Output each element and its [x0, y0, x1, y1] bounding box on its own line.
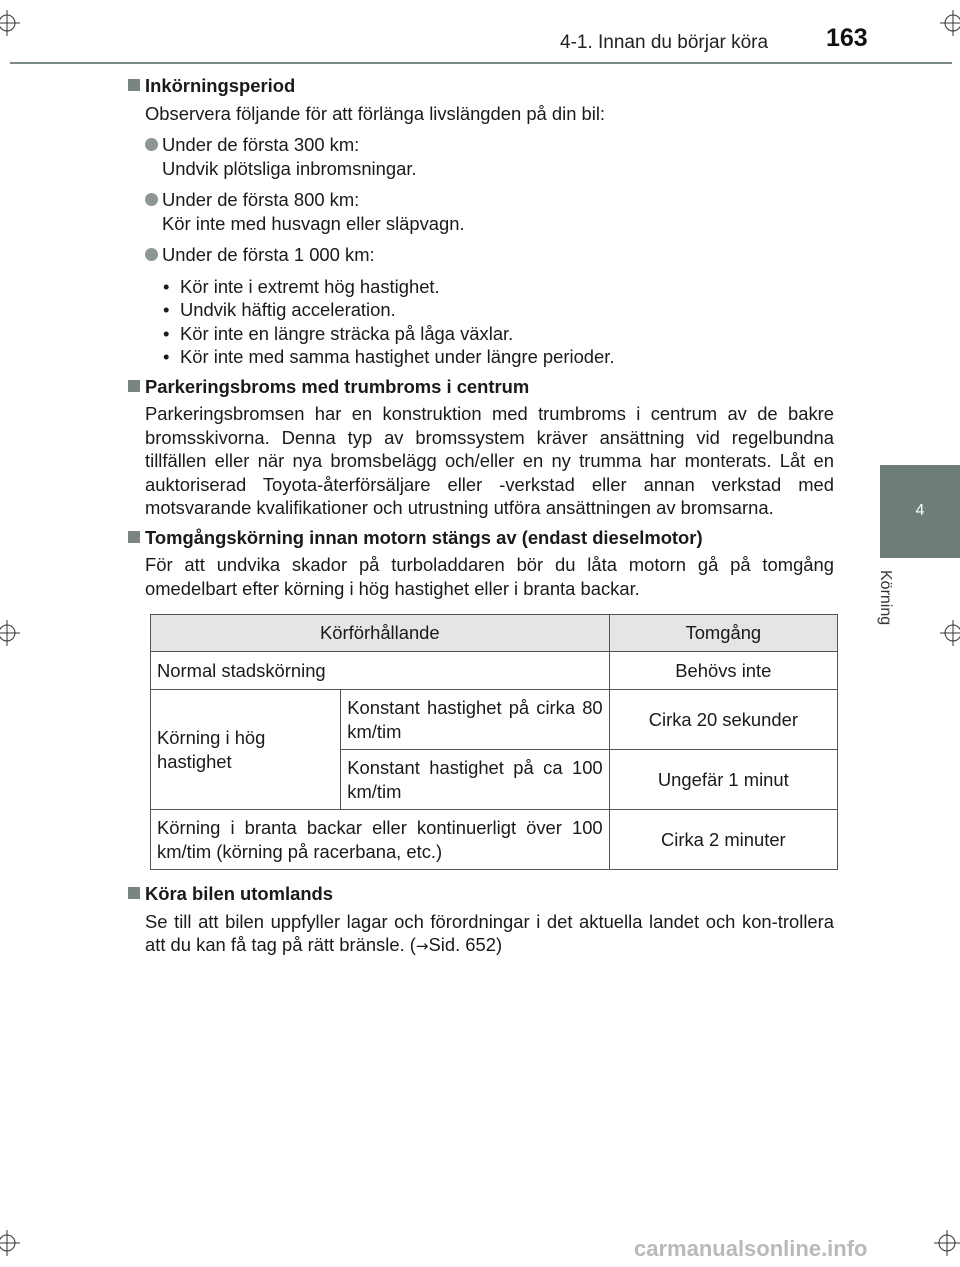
page-reference-link[interactable]: Sid. 652	[428, 934, 496, 955]
page-content	[128, 74, 834, 959]
table-cell: Körning i branta backar eller kontinuerligt över 100 km/tim (körning på racerbana, etc.)	[151, 810, 610, 870]
section-title: 4-1. Innan du börjar köra	[560, 32, 769, 53]
arrow-right-icon: →	[415, 937, 429, 955]
table-cell: Normal stadskörning	[151, 652, 610, 690]
column-header: Körförhållande	[151, 615, 610, 652]
square-bullet-icon	[128, 887, 140, 899]
sub-list-item: • Kör inte i extremt hög hastighet.	[163, 275, 440, 297]
section-heading: Inkörningsperiod	[128, 74, 834, 98]
section-body: Parkeringsbromsen har en konstruktion med trumbroms i centrum av de bakre bromsskivorna. Denna typ av bromssystem kräver ansättning vid regelbundna tillfällen eller när nya bromsbelägg och/eller en ny trumma har monterats. Låt en auktoriserad Toyota-återförsäljare eller -verkstad eller annan verkstad med motsvarande kvalifikationer och utrustning utföra ansättningen av bromsarna.	[145, 403, 834, 518]
crop-mark-icon	[0, 620, 20, 646]
table-cell: Konstant hastighet på cirka 80 km/tim	[341, 690, 609, 750]
sub-list	[128, 275, 834, 369]
section-parking-brake	[128, 375, 834, 520]
column-header: Tomgång	[609, 615, 837, 652]
circle-bullet-icon	[145, 138, 158, 151]
table-row	[151, 810, 838, 870]
circle-bullet-icon	[145, 248, 158, 261]
section-intro: Observera följande för att förlänga livslängden på din bil:	[145, 102, 606, 124]
section-abroad	[128, 882, 834, 959]
table-cell: Körning i hög hastighet	[151, 690, 341, 810]
table-cell: Cirka 20 sekunder	[609, 690, 837, 750]
header-divider	[10, 62, 952, 64]
sub-list-item: • Undvik häftig acceleration.	[163, 299, 396, 320]
table-cell: Behövs inte	[609, 652, 837, 690]
crop-mark-icon	[0, 1230, 20, 1256]
list-item: Under de första 800 km: Kör inte med husvagn eller släpvagn.	[145, 188, 834, 235]
square-bullet-icon	[128, 380, 140, 392]
section-break-in	[128, 74, 834, 369]
chapter-tab	[880, 465, 960, 558]
crop-mark-icon	[934, 1230, 960, 1256]
chapter-number: 4	[915, 502, 925, 519]
table-cell: Cirka 2 minuter	[609, 810, 837, 870]
crop-mark-icon	[0, 10, 20, 36]
crop-mark-icon	[940, 10, 960, 36]
idling-table	[150, 614, 838, 870]
section-heading: Köra bilen utomlands	[128, 882, 834, 906]
list-item: Under de första 300 km: Undvik plötsliga inbromsningar.	[145, 133, 834, 180]
section-body: Se till att bilen uppfyller lagar och förordningar i det aktuella landet och kon-trollera att du kan få tag på rätt bränsle. (→Sid. 652)	[145, 910, 834, 955]
sub-list-item: • Kör inte en längre sträcka på låga växlar.	[163, 322, 514, 344]
section-body: För att undvika skador på turboladdaren bör du låta motorn gå på tomgång omedelbart efter körning i hög hastighet eller i branta backar.	[145, 554, 834, 599]
watermark: carmanualsonline.info	[634, 1236, 868, 1261]
table-header-row	[151, 615, 838, 652]
page-number: 163	[826, 24, 868, 52]
section-idling	[128, 526, 834, 601]
square-bullet-icon	[128, 79, 140, 91]
section-heading: Tomgångskörning innan motorn stängs av (endast dieselmotor)	[128, 526, 834, 550]
table-cell: Konstant hastighet på ca 100 km/tim	[341, 750, 609, 810]
list-item: Under de första 1 000 km:	[145, 243, 834, 267]
sub-list-item: • Kör inte med samma hastighet under längre perioder.	[163, 346, 615, 367]
table-cell: Ungefär 1 minut	[609, 750, 837, 810]
table-row	[151, 690, 838, 750]
square-bullet-icon	[128, 531, 140, 543]
section-heading: Parkeringsbroms med trumbroms i centrum	[128, 375, 834, 399]
table-row	[151, 652, 838, 690]
chapter-label	[876, 570, 916, 650]
circle-bullet-icon	[145, 193, 158, 206]
chapter-label-text: Körning	[877, 570, 894, 626]
page-header	[0, 0, 960, 62]
crop-mark-icon	[940, 620, 960, 646]
